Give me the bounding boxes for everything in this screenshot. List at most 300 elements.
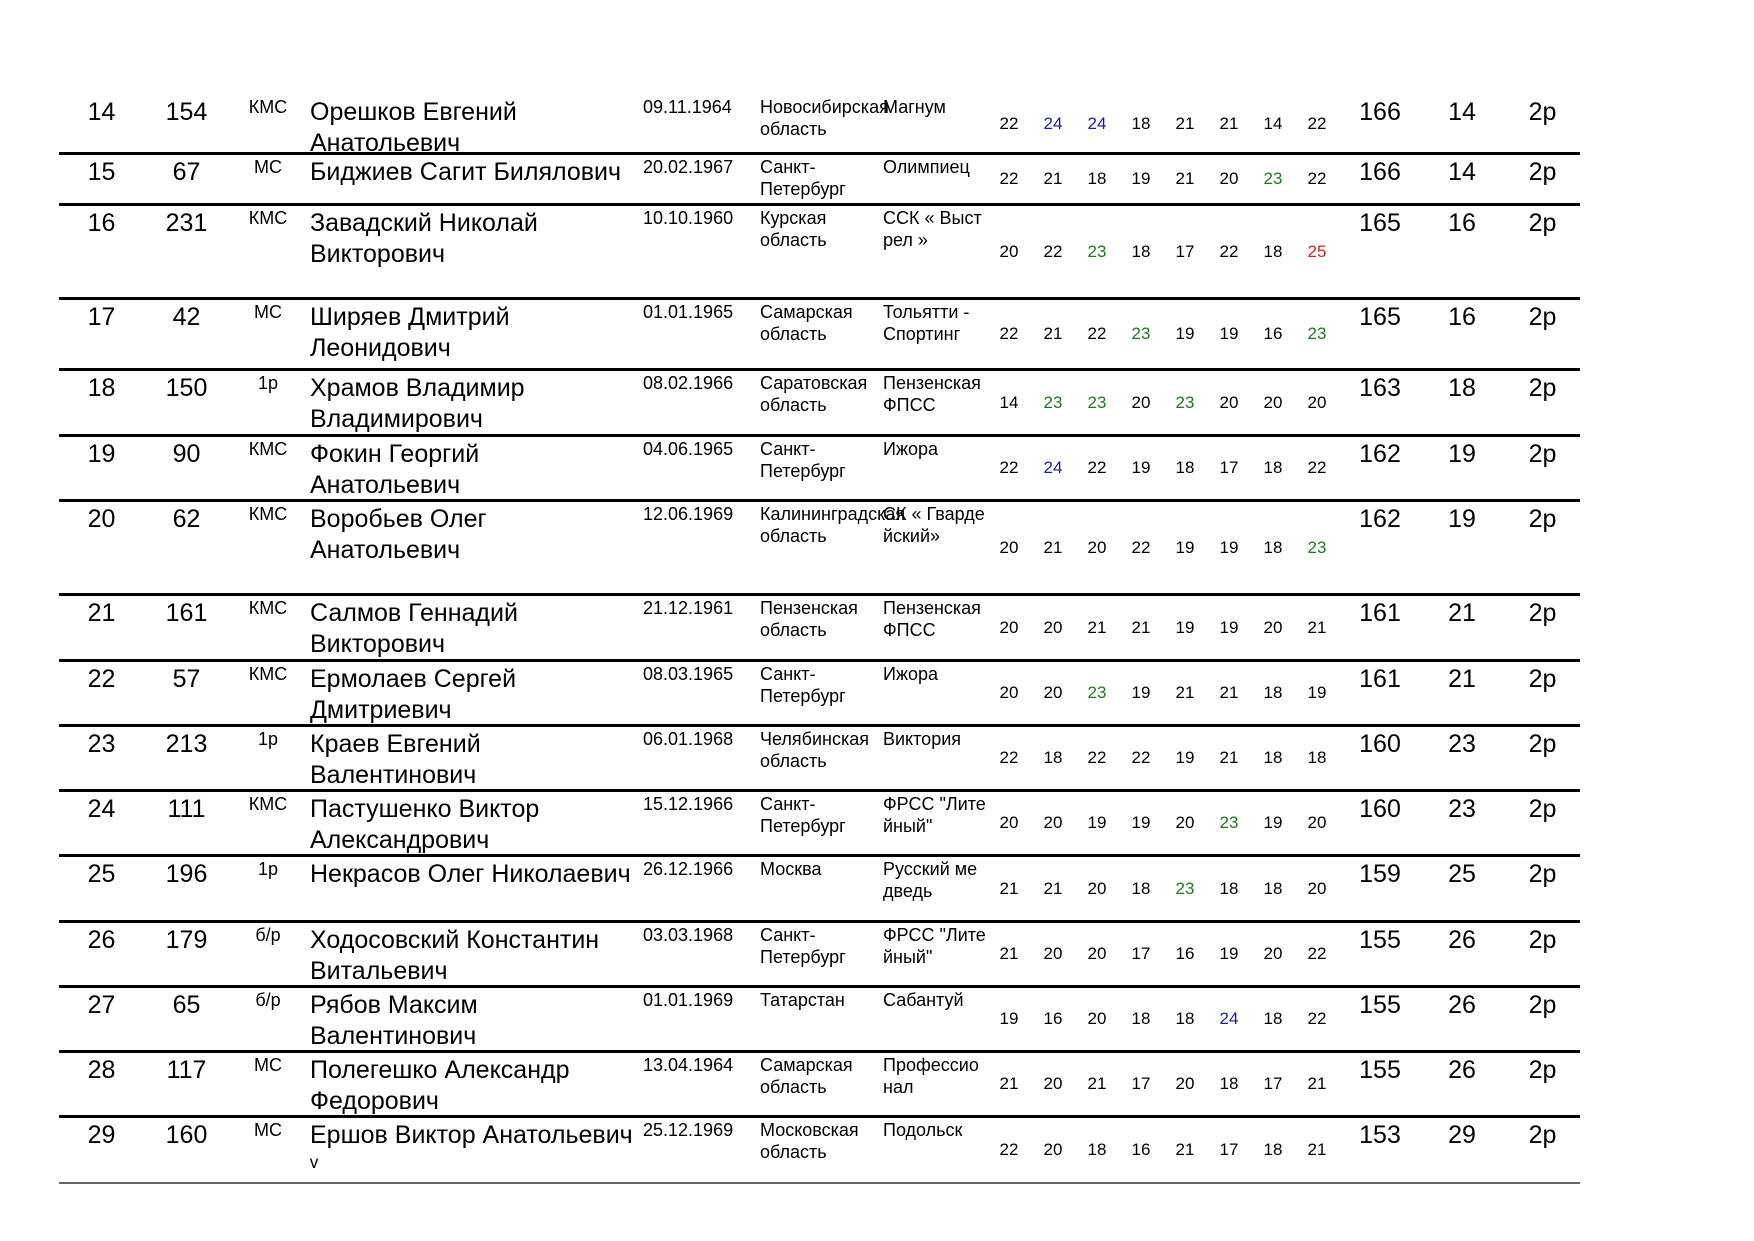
sport-rank-cell: МС xyxy=(254,1120,282,1140)
series-score: 22 xyxy=(999,169,1019,188)
club-cell: Виктория xyxy=(883,729,962,749)
final-place-cell: 19 xyxy=(1448,505,1476,533)
series-score: 22 xyxy=(1131,537,1151,557)
place-cell: 19 xyxy=(87,440,116,468)
series-score: 21 xyxy=(1175,169,1195,188)
series-score: 23 xyxy=(1175,878,1195,898)
series-score: 16 xyxy=(1175,944,1195,963)
region-cell: Санкт-Петербург xyxy=(760,439,846,481)
athlete-name-cell: Фокин Георгий Анатольевич xyxy=(310,440,480,499)
series-score: 20 xyxy=(1263,944,1283,963)
final-place-cell: 29 xyxy=(1448,1121,1476,1149)
series-score: 21 xyxy=(1043,537,1063,557)
club-cell: ССК « Выстрел » xyxy=(883,208,982,250)
bib-number-cell: 62 xyxy=(172,505,201,533)
series-score: 20 xyxy=(1087,1009,1107,1028)
final-place-cell: 21 xyxy=(1448,599,1476,627)
place-cell: 14 xyxy=(87,98,116,126)
grade-cell: 2р xyxy=(1528,440,1557,468)
club-cell: Подольск xyxy=(883,1120,963,1140)
table-row xyxy=(59,662,1580,727)
series-score: 18 xyxy=(1263,748,1283,767)
bib-number-cell: 196 xyxy=(165,860,208,888)
bib-number-cell: 161 xyxy=(165,599,208,627)
series-score: 19 xyxy=(1219,617,1239,637)
series-score: 20 xyxy=(1219,169,1239,188)
athlete-name-cell: Краев Евгений Валентинович xyxy=(310,730,481,789)
series-score: 22 xyxy=(1307,1009,1327,1028)
region-cell: Курская область xyxy=(760,208,827,250)
series-score: 19 xyxy=(1087,813,1107,832)
athlete-name-cell: Ширяев Дмитрий Леонидович xyxy=(310,303,510,362)
series-scores xyxy=(987,727,1339,789)
series-score: 20 xyxy=(1043,944,1063,963)
region-cell: Саратовская область xyxy=(760,373,868,415)
region-cell: Санкт-Петербург xyxy=(760,794,846,836)
bib-number-cell: 160 xyxy=(165,1121,208,1149)
total-score-cell: 162 xyxy=(1359,440,1401,468)
club-cell: Олимпиец xyxy=(883,157,970,177)
athlete-name-cell: Пастушенко Виктор Александрович xyxy=(310,795,540,854)
sport-rank-cell: КМС xyxy=(248,598,288,618)
series-score: 19 xyxy=(1175,324,1195,343)
grade-cell: 2р xyxy=(1528,209,1557,237)
series-score: 22 xyxy=(1219,241,1239,261)
series-score: 17 xyxy=(1263,1074,1283,1093)
club-cell: Сабантуй xyxy=(883,990,964,1010)
final-place-cell: 19 xyxy=(1448,440,1476,468)
series-score: 21 xyxy=(1219,683,1239,702)
final-place-cell: 16 xyxy=(1448,209,1476,237)
bib-number-cell: 213 xyxy=(165,730,208,758)
athlete-name-cell: Ершов Виктор Анатольевич ᵛ xyxy=(310,1121,633,1180)
sport-rank-cell: КМС xyxy=(248,664,288,684)
region-cell: Челябинская область xyxy=(760,729,869,771)
table-row xyxy=(59,155,1580,206)
total-score-cell: 153 xyxy=(1359,1121,1401,1149)
series-score: 24 xyxy=(1219,1009,1239,1028)
series-score: 19 xyxy=(1219,944,1239,963)
athlete-name-cell: Ермолаев Сергей Дмитриевич xyxy=(310,665,517,724)
birth-date-cell: 15.12.1966 xyxy=(643,794,734,814)
series-score: 21 xyxy=(1175,113,1195,133)
series-scores xyxy=(987,988,1339,1050)
bib-number-cell: 111 xyxy=(167,795,206,823)
final-place-cell: 26 xyxy=(1448,1056,1476,1084)
place-cell: 22 xyxy=(87,665,116,693)
series-score: 19 xyxy=(1175,617,1195,637)
series-score: 22 xyxy=(999,113,1019,133)
grade-cell: 2р xyxy=(1528,665,1557,693)
bib-number-cell: 117 xyxy=(166,1056,207,1084)
series-score: 20 xyxy=(1043,1074,1063,1093)
series-score: 23 xyxy=(1043,392,1063,412)
club-cell: Тольятти - Спортинг xyxy=(883,302,970,344)
table-row xyxy=(59,1053,1580,1118)
table-row xyxy=(59,300,1580,371)
total-score-cell: 161 xyxy=(1359,599,1401,627)
final-place-cell: 25 xyxy=(1448,860,1476,888)
athlete-name-cell: Храмов Владимир Владимирович xyxy=(310,374,525,433)
series-score: 19 xyxy=(1131,169,1151,188)
series-score: 20 xyxy=(1175,1074,1195,1093)
grade-cell: 2р xyxy=(1528,795,1557,823)
birth-date-cell: 08.03.1965 xyxy=(643,664,734,684)
birth-date-cell: 20.02.1967 xyxy=(643,157,734,177)
series-score: 19 xyxy=(1131,458,1151,477)
sport-rank-cell: 1р xyxy=(257,859,279,879)
sport-rank-cell: МС xyxy=(254,157,282,177)
final-place-cell: 21 xyxy=(1448,665,1476,693)
grade-cell: 2р xyxy=(1528,505,1557,533)
series-score: 20 xyxy=(999,813,1019,832)
sport-rank-cell: КМС xyxy=(248,208,288,228)
final-place-cell: 14 xyxy=(1448,158,1476,186)
region-cell: Санкт-Петербург xyxy=(760,925,846,967)
series-score: 14 xyxy=(1263,113,1283,133)
athlete-name-cell: Биджиев Сагит Билялович xyxy=(310,158,622,186)
series-score: 20 xyxy=(1087,944,1107,963)
sport-rank-cell: КМС xyxy=(248,97,288,117)
total-score-cell: 155 xyxy=(1359,991,1401,1019)
birth-date-cell: 09.11.1964 xyxy=(643,97,732,117)
place-cell: 20 xyxy=(87,505,116,533)
series-scores xyxy=(987,923,1339,985)
series-score: 22 xyxy=(1307,113,1327,133)
series-score: 22 xyxy=(1087,458,1107,477)
total-score-cell: 162 xyxy=(1359,505,1401,533)
region-cell: Самарская область xyxy=(760,1055,853,1097)
place-cell: 23 xyxy=(87,730,116,758)
birth-date-cell: 03.03.1968 xyxy=(643,925,734,945)
series-score: 20 xyxy=(1043,1140,1063,1159)
club-cell: Пензенская ФПСС xyxy=(883,373,981,415)
bib-number-cell: 90 xyxy=(172,440,201,468)
table-row xyxy=(59,206,1580,300)
series-score: 22 xyxy=(1307,458,1327,477)
sport-rank-cell: МС xyxy=(254,302,282,322)
table-row xyxy=(59,727,1580,792)
sport-rank-cell: 1р xyxy=(257,729,279,749)
sport-rank-cell: б/р xyxy=(255,925,281,945)
series-score: 18 xyxy=(1307,748,1327,767)
club-cell: СК « Гвардейский» xyxy=(883,504,985,546)
series-score: 22 xyxy=(999,748,1019,767)
sport-rank-cell: КМС xyxy=(248,794,288,814)
sport-rank-cell: МС xyxy=(254,1055,282,1075)
final-place-cell: 18 xyxy=(1448,374,1476,402)
series-score: 18 xyxy=(1175,458,1195,477)
series-score: 18 xyxy=(1219,1074,1239,1093)
series-score: 21 xyxy=(999,944,1019,963)
series-score: 23 xyxy=(1219,813,1239,832)
final-place-cell: 26 xyxy=(1448,991,1476,1019)
series-score: 17 xyxy=(1175,241,1195,261)
place-cell: 28 xyxy=(87,1056,116,1084)
series-score: 20 xyxy=(999,241,1019,261)
bib-number-cell: 231 xyxy=(165,209,208,237)
table-row xyxy=(59,923,1580,988)
birth-date-cell: 21.12.1961 xyxy=(643,598,734,618)
grade-cell: 2р xyxy=(1528,98,1557,126)
total-score-cell: 161 xyxy=(1359,665,1401,693)
athlete-name-cell: Рябов Максим Валентинович xyxy=(310,991,478,1050)
region-cell: Санкт-Петербург xyxy=(760,157,846,199)
series-score: 22 xyxy=(1307,169,1327,188)
grade-cell: 2р xyxy=(1528,599,1557,627)
grade-cell: 2р xyxy=(1528,158,1557,186)
series-score: 21 xyxy=(1219,113,1239,133)
club-cell: ФРСС "Литейный" xyxy=(883,925,986,967)
bib-number-cell: 42 xyxy=(172,303,201,331)
series-score: 18 xyxy=(1131,113,1151,133)
series-score: 20 xyxy=(1307,878,1327,898)
series-score: 23 xyxy=(1087,392,1107,412)
region-cell: Калининградская область xyxy=(760,504,906,546)
athlete-name-cell: Салмов Геннадий Викторович xyxy=(310,599,518,658)
series-score: 19 xyxy=(1175,748,1195,767)
final-place-cell: 23 xyxy=(1448,730,1476,758)
birth-date-cell: 26.12.1966 xyxy=(643,859,734,879)
bib-number-cell: 150 xyxy=(165,374,208,402)
region-cell: Москва xyxy=(760,859,822,879)
table-row xyxy=(59,792,1580,857)
series-scores xyxy=(987,206,1339,297)
birth-date-cell: 04.06.1965 xyxy=(643,439,734,459)
birth-date-cell: 12.06.1969 xyxy=(643,504,734,524)
grade-cell: 2р xyxy=(1528,860,1557,888)
region-cell: Самарская область xyxy=(760,302,853,344)
bib-number-cell: 179 xyxy=(165,926,208,954)
series-scores xyxy=(987,1118,1339,1182)
grade-cell: 2р xyxy=(1528,926,1557,954)
bib-number-cell: 57 xyxy=(172,665,201,693)
athlete-name-cell: Полегешко Александр Федорович xyxy=(310,1056,570,1115)
total-score-cell: 165 xyxy=(1359,209,1401,237)
club-cell: Русский медведь xyxy=(883,859,978,901)
series-score: 20 xyxy=(1263,392,1283,412)
sport-rank-cell: КМС xyxy=(248,439,288,459)
grade-cell: 2р xyxy=(1528,730,1557,758)
total-score-cell: 155 xyxy=(1359,1056,1401,1084)
series-score: 20 xyxy=(1043,617,1063,637)
final-place-cell: 16 xyxy=(1448,303,1476,331)
athlete-name-cell: Завадский Николай Викторович xyxy=(310,209,538,268)
results-table xyxy=(59,95,1580,1184)
series-score: 18 xyxy=(1131,1009,1151,1028)
series-score: 22 xyxy=(1087,748,1107,767)
total-score-cell: 166 xyxy=(1359,158,1401,186)
place-cell: 29 xyxy=(87,1121,116,1149)
place-cell: 27 xyxy=(87,991,116,1019)
athlete-name-cell: Воробьев Олег Анатольевич xyxy=(310,505,487,564)
table-row xyxy=(59,95,1580,155)
series-score: 16 xyxy=(1131,1140,1151,1159)
series-score: 22 xyxy=(1087,324,1107,343)
series-score: 23 xyxy=(1131,324,1151,343)
series-score: 17 xyxy=(1131,1074,1151,1093)
series-score: 19 xyxy=(1263,813,1283,832)
series-score: 20 xyxy=(1307,813,1327,832)
series-score: 23 xyxy=(1087,241,1107,261)
table-row xyxy=(59,502,1580,596)
series-score: 24 xyxy=(1043,458,1063,477)
place-cell: 18 xyxy=(87,374,116,402)
series-score: 16 xyxy=(1043,1009,1063,1028)
series-score: 19 xyxy=(1307,683,1327,702)
sport-rank-cell: б/р xyxy=(255,990,281,1010)
series-score: 21 xyxy=(1043,169,1063,188)
region-cell: Московская область xyxy=(760,1120,859,1162)
series-scores xyxy=(987,155,1339,203)
series-score: 24 xyxy=(1087,113,1107,133)
table-row xyxy=(59,437,1580,502)
series-scores xyxy=(987,502,1339,593)
total-score-cell: 160 xyxy=(1359,730,1401,758)
series-scores xyxy=(987,857,1339,920)
series-score: 22 xyxy=(999,324,1019,343)
series-scores xyxy=(987,300,1339,368)
series-score: 18 xyxy=(1043,748,1063,767)
series-score: 20 xyxy=(999,537,1019,557)
bib-number-cell: 67 xyxy=(172,158,201,186)
series-score: 20 xyxy=(1043,813,1063,832)
series-score: 21 xyxy=(1219,748,1239,767)
series-score: 16 xyxy=(1263,324,1283,343)
series-score: 18 xyxy=(1263,683,1283,702)
series-scores xyxy=(987,1053,1339,1115)
athlete-name-cell: Некрасов Олег Николаевич xyxy=(310,860,631,888)
series-score: 18 xyxy=(1219,878,1239,898)
series-score: 20 xyxy=(1131,392,1151,412)
series-score: 19 xyxy=(1175,537,1195,557)
series-score: 20 xyxy=(1087,878,1107,898)
place-cell: 16 xyxy=(87,209,116,237)
place-cell: 25 xyxy=(87,860,116,888)
total-score-cell: 159 xyxy=(1359,860,1401,888)
series-score: 20 xyxy=(1219,392,1239,412)
series-score: 19 xyxy=(1131,683,1151,702)
series-score: 20 xyxy=(999,683,1019,702)
series-score: 21 xyxy=(1087,1074,1107,1093)
series-score: 17 xyxy=(1219,458,1239,477)
place-cell: 17 xyxy=(87,303,116,331)
birth-date-cell: 08.02.1966 xyxy=(643,373,734,393)
series-score: 17 xyxy=(1219,1140,1239,1159)
series-score: 17 xyxy=(1131,944,1151,963)
total-score-cell: 165 xyxy=(1359,303,1401,331)
sport-rank-cell: 1р xyxy=(257,373,279,393)
bib-number-cell: 65 xyxy=(172,991,201,1019)
region-cell: Пензенская область xyxy=(760,598,858,640)
athlete-name-cell: Орешков Евгений Анатольевич xyxy=(310,98,517,157)
series-score: 23 xyxy=(1087,683,1107,702)
table-row xyxy=(59,1118,1580,1184)
series-scores xyxy=(987,437,1339,499)
series-score: 23 xyxy=(1307,537,1327,557)
table-row xyxy=(59,371,1580,437)
series-score: 18 xyxy=(1263,878,1283,898)
series-score: 20 xyxy=(999,617,1019,637)
club-cell: Ижора xyxy=(883,664,939,684)
series-score: 19 xyxy=(1219,324,1239,343)
series-score: 24 xyxy=(1043,113,1063,133)
grade-cell: 2р xyxy=(1528,303,1557,331)
bib-number-cell: 154 xyxy=(165,98,208,126)
series-score: 14 xyxy=(999,392,1019,412)
series-score: 18 xyxy=(1263,241,1283,261)
series-score: 22 xyxy=(999,458,1019,477)
series-score: 18 xyxy=(1263,1140,1283,1159)
grade-cell: 2р xyxy=(1528,1121,1557,1149)
grade-cell: 2р xyxy=(1528,374,1557,402)
athlete-name-cell: Ходосовский Константин Витальевич xyxy=(310,926,600,985)
series-score: 20 xyxy=(1087,537,1107,557)
series-scores xyxy=(987,662,1339,724)
series-score: 18 xyxy=(1263,1009,1283,1028)
series-scores xyxy=(987,95,1339,152)
birth-date-cell: 01.01.1965 xyxy=(643,302,734,322)
series-score: 22 xyxy=(1307,944,1327,963)
series-score: 21 xyxy=(999,1074,1019,1093)
club-cell: Профессионал xyxy=(883,1055,979,1097)
series-score: 22 xyxy=(1131,748,1151,767)
series-score: 18 xyxy=(1131,241,1151,261)
grade-cell: 2р xyxy=(1528,991,1557,1019)
birth-date-cell: 06.01.1968 xyxy=(643,729,734,749)
series-score: 20 xyxy=(1263,617,1283,637)
table-row xyxy=(59,596,1580,662)
birth-date-cell: 10.10.1960 xyxy=(643,208,734,228)
place-cell: 26 xyxy=(87,926,116,954)
series-score: 19 xyxy=(999,1009,1019,1028)
series-score: 19 xyxy=(1131,813,1151,832)
series-score: 18 xyxy=(1263,537,1283,557)
place-cell: 21 xyxy=(87,599,116,627)
club-cell: Пензенская ФПСС xyxy=(883,598,981,640)
final-place-cell: 23 xyxy=(1448,795,1476,823)
series-score: 21 xyxy=(1175,1140,1195,1159)
series-score: 18 xyxy=(1175,1009,1195,1028)
series-score: 21 xyxy=(1043,878,1063,898)
region-cell: Татарстан xyxy=(760,990,845,1010)
series-score: 21 xyxy=(1307,617,1327,637)
series-scores xyxy=(987,792,1339,854)
series-score: 21 xyxy=(1307,1140,1327,1159)
series-score: 21 xyxy=(1175,683,1195,702)
place-cell: 24 xyxy=(87,795,116,823)
table-row xyxy=(59,988,1580,1053)
total-score-cell: 160 xyxy=(1359,795,1401,823)
region-cell: Новосибирская область xyxy=(760,97,889,139)
total-score-cell: 166 xyxy=(1359,98,1401,126)
total-score-cell: 163 xyxy=(1359,374,1401,402)
series-score: 23 xyxy=(1263,169,1283,188)
final-place-cell: 14 xyxy=(1448,98,1476,126)
series-scores xyxy=(987,596,1339,659)
series-score: 20 xyxy=(1307,392,1327,412)
series-score: 22 xyxy=(999,1140,1019,1159)
series-score: 21 xyxy=(1043,324,1063,343)
series-score: 18 xyxy=(1131,878,1151,898)
club-cell: Ижора xyxy=(883,439,939,459)
birth-date-cell: 25.12.1969 xyxy=(643,1120,734,1140)
grade-cell: 2р xyxy=(1528,1056,1557,1084)
series-score: 18 xyxy=(1263,458,1283,477)
series-score: 19 xyxy=(1219,537,1239,557)
total-score-cell: 155 xyxy=(1359,926,1401,954)
series-score: 25 xyxy=(1307,241,1327,261)
